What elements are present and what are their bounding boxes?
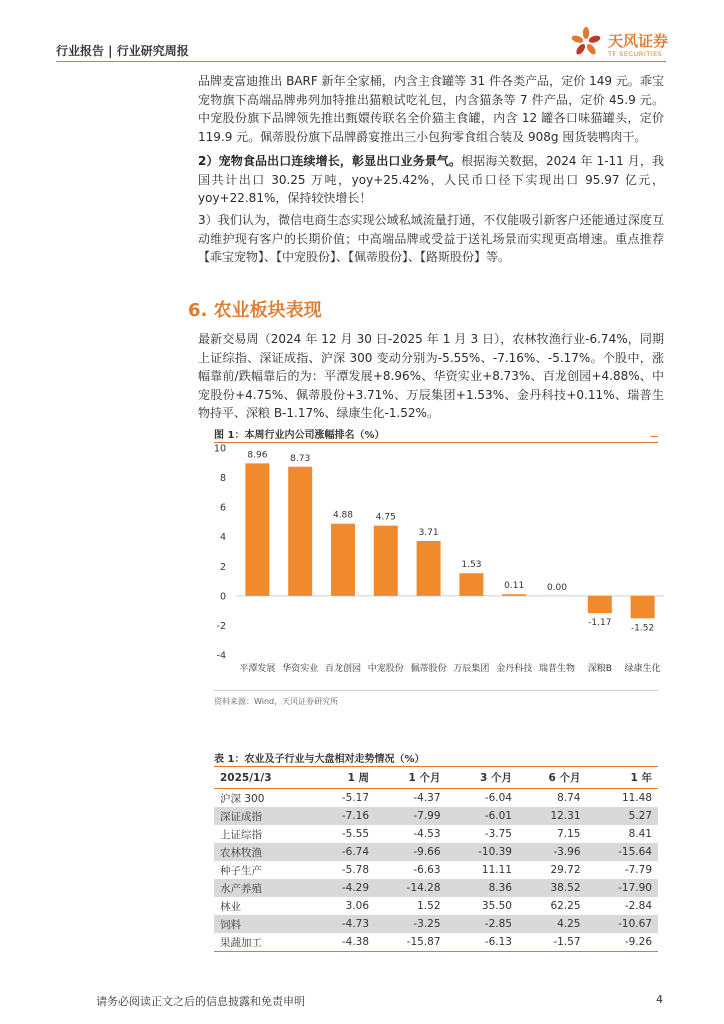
table-cell: 62.25 <box>550 900 581 912</box>
bar <box>331 524 355 596</box>
table-cell: -3.96 <box>518 843 587 861</box>
table-cell: 35.50 <box>481 900 512 912</box>
table-cell: 深证成指 <box>214 807 314 825</box>
category-label: 万辰集团 <box>453 664 490 674</box>
data-label: 3.71 <box>418 528 439 539</box>
table-cell: -10.67 <box>587 915 659 933</box>
data-label: 4.75 <box>375 512 396 523</box>
table-header-cell: 1 个月 <box>375 767 446 789</box>
table-cell: -4.53 <box>413 828 441 840</box>
table-cell: 水产养殖 <box>214 879 314 897</box>
table-cell: -4.73 <box>314 915 375 933</box>
table-cell: 5.27 <box>587 807 659 825</box>
bar <box>374 526 398 596</box>
table-header-cell: 6 个月 <box>518 767 587 789</box>
table-cell: -2.85 <box>447 915 518 933</box>
table-cell: -5.78 <box>341 864 370 876</box>
table-cell: -5.55 <box>341 828 370 840</box>
table-cell: 1.52 <box>417 900 441 912</box>
page-number: 4 <box>656 993 663 1006</box>
bar <box>502 594 526 596</box>
table-cell: -6.04 <box>484 792 512 804</box>
table-cell: 4.25 <box>518 915 587 933</box>
category-label: 深粮B <box>587 664 612 674</box>
paragraph-2-bold: 2）宠物食品出口连续增长，彰显出口业务景气。 <box>198 154 462 168</box>
category-label: 佩蒂股份 <box>410 664 447 674</box>
category-label: 绿康生化 <box>624 664 661 674</box>
table-cell: 沪深 300 <box>220 792 265 805</box>
table-cell: 农林牧渔 <box>214 843 314 861</box>
table-header-cell: 3 个月 <box>447 767 518 789</box>
table-cell: -3.75 <box>484 828 512 840</box>
table-cell: 11.11 <box>481 864 512 876</box>
table-header-cell: 1 周 <box>314 767 375 789</box>
table-cell: 29.72 <box>550 864 581 876</box>
data-label: 0.11 <box>504 581 525 592</box>
category-label: 中宠股份 <box>367 664 404 674</box>
data-label: -1.17 <box>588 618 612 629</box>
bar <box>245 463 269 595</box>
table-title: 表 1：农业及子行业与大盘相对走势情况（%） <box>214 754 425 765</box>
category-label: 华资实业 <box>282 664 319 674</box>
table-cell: -7.79 <box>624 864 652 876</box>
table-header-row <box>214 767 658 789</box>
table-cell: 7.15 <box>557 828 581 840</box>
table-cell: -4.38 <box>314 933 375 952</box>
table-cell: 38.52 <box>518 879 587 897</box>
table-cell: 饲料 <box>214 915 314 933</box>
table-cell: 8.36 <box>447 879 518 897</box>
table-cell: -1.57 <box>518 933 587 952</box>
table-row <box>214 843 658 861</box>
bar <box>459 573 483 596</box>
category-label: 金丹科技 <box>496 664 533 674</box>
table-row <box>214 915 658 933</box>
data-label: 4.88 <box>332 510 354 521</box>
table-cell: 8.41 <box>628 828 652 840</box>
y-tick-label: -4 <box>216 650 226 662</box>
data-label: 0.00 <box>546 582 568 593</box>
table-header-cell: 1 年 <box>587 767 659 789</box>
table-cell: 3.06 <box>345 900 370 912</box>
table-cell: -9.26 <box>587 933 659 952</box>
table-row <box>214 861 658 879</box>
footer-disclaimer: 请务必阅读正文之后的信息披露和免责申明 <box>96 995 305 1008</box>
table-cell: -3.25 <box>375 915 446 933</box>
table-cell: -4.37 <box>413 792 441 804</box>
table-cell: -7.16 <box>314 807 375 825</box>
table-cell: -6.01 <box>447 807 518 825</box>
bar <box>417 541 441 596</box>
table-cell: -10.39 <box>447 843 518 861</box>
table-cell: 11.48 <box>621 792 652 804</box>
figure-title: 图 1：本周行业内公司涨幅排名（%） <box>214 430 385 441</box>
bar <box>288 467 312 596</box>
data-label: 8.73 <box>290 453 311 464</box>
section-title: 6. 农业板块表现 <box>188 300 322 321</box>
y-tick-label: 8 <box>219 473 226 485</box>
data-label: 1.53 <box>461 560 482 571</box>
table-cell: -6.74 <box>314 843 375 861</box>
table-cell: -9.66 <box>375 843 446 861</box>
bar <box>631 596 655 618</box>
table-row <box>214 825 658 843</box>
table-cell: -4.29 <box>314 879 375 897</box>
table-cell: -14.28 <box>375 879 446 897</box>
data-label: -1.52 <box>630 623 655 634</box>
y-tick-label: 0 <box>219 591 226 603</box>
table-row <box>214 897 658 915</box>
table-cell: -15.64 <box>587 843 659 861</box>
table-cell: -17.90 <box>587 879 659 897</box>
table-cell: 果蔬加工 <box>214 933 314 952</box>
table-cell: -7.99 <box>375 807 446 825</box>
y-tick-label: 6 <box>219 502 226 514</box>
y-tick-label: -2 <box>216 620 226 632</box>
y-tick-label: 10 <box>213 443 226 455</box>
figure-source: 资料来源：Wind，天风证券研究所 <box>214 697 339 706</box>
category-label: 百龙创园 <box>324 664 362 674</box>
table-cell: -6.13 <box>447 933 518 952</box>
table-cell: 上证综指 <box>220 828 262 841</box>
table-row <box>214 807 658 825</box>
y-tick-label: 4 <box>219 532 226 544</box>
table-cell: 种子生产 <box>220 864 262 877</box>
table-cell: -2.84 <box>624 900 652 912</box>
paragraph-1: 品牌麦富迪推出 BARF 新年全家桶，内含主食罐等 31 件各类产品，定价 149 元。乖宝宠物旗下高端品牌弗列加特推出猫粮试吃礼包，内含猫条等 7 件产品，定价 45.9 元。中宠股份旗下品牌领先推出甄嬛传联名全价猫主食罐，内含 12 罐各口味猫罐头，定价 119.9 元。佩蒂股份旗下品牌爵宴推出三小包狗零食组合装及 908g 囤货装鸭肉干。 <box>198 74 664 144</box>
table-cell: -6.63 <box>413 864 441 876</box>
table-row <box>214 933 658 952</box>
table-cell: 林业 <box>220 900 241 913</box>
figure-bottom-rule <box>214 690 658 691</box>
table-cell: 12.31 <box>518 807 587 825</box>
logo-text-en: TF SECURITIES <box>608 50 663 58</box>
bar <box>588 596 612 613</box>
performance-table <box>214 766 658 952</box>
table-row <box>214 789 658 808</box>
category-label: 瑞普生物 <box>538 664 576 674</box>
data-label: 8.96 <box>247 450 268 461</box>
y-tick-label: 2 <box>219 561 226 573</box>
table-cell: -5.17 <box>341 792 370 804</box>
table-row <box>214 879 658 897</box>
paragraph-4: 最新交易周（2024 年 12 月 30 日-2025 年 1 月 3 日），农林牧渔行业-6.74%，同期上证综指、深证成指、沪深 300 变动分别为-5.55%、-7.16%、-5.17%。个股中，涨幅靠前/跌幅靠后的为：平潭发展+8.96%、华资实业+8.73%、百龙创园+4.88%、中宠股份+4.75%、佩蒂股份+3.71%、万辰集团+1.53%、金丹科技+0.11%、瑞普生物持平、深粮 B-1.17%、绿康生化-1.52%。 <box>198 332 664 421</box>
logo-text: 天风证券 <box>608 32 669 50</box>
paragraph-3: 3）我们认为，微信电商生态实现公域私域流量打通，不仅能吸引新客户还能通过深度互动维护现有客户的长期价值；中高端品牌或受益于送礼场景而实现更高增速。重点推荐【乖宝宠物】、【中宠股份】、【佩蒂股份】、【路斯股份】等。 <box>198 213 664 265</box>
paragraph-2-rest: 根据海关数据，2024 年 1-11 月，我国共计出口 30.25 万吨，yoy+25.42%，人民币口径下实现出口 95.97 亿元，yoy+22.81%，保持较快增长！ <box>198 154 665 206</box>
table-cell: 8.74 <box>557 792 581 804</box>
report-header: 行业报告 | 行业研究周报 <box>56 44 189 58</box>
table-header-cell: 2025/1/3 <box>214 767 314 789</box>
category-label: 平潭发展 <box>239 664 276 674</box>
table-cell: -15.87 <box>375 933 446 952</box>
